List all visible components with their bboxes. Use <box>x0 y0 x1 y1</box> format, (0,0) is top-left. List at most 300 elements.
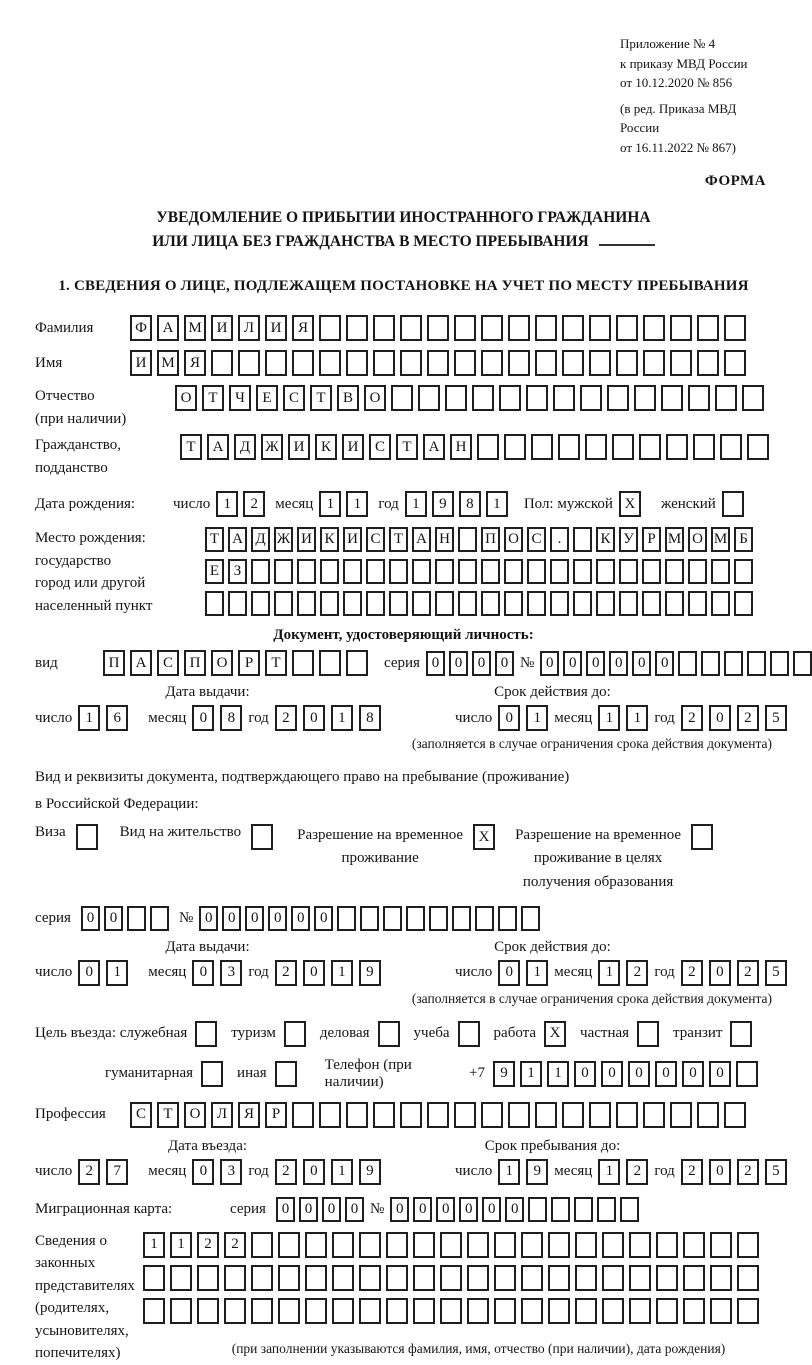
migration-number-cell[interactable]: 0 <box>436 1197 455 1222</box>
representatives-row1-cell[interactable] <box>413 1232 435 1258</box>
purpose-private-cell[interactable] <box>637 1021 659 1047</box>
temp-residence-edu-checkbox-cell[interactable] <box>691 824 713 850</box>
id-issue-day-cell[interactable]: 1 <box>78 705 100 731</box>
representatives-row2-cell[interactable] <box>386 1265 408 1291</box>
birth-month-cells[interactable] <box>319 491 368 517</box>
representatives-row2-cell[interactable] <box>170 1265 192 1291</box>
surname-cell[interactable] <box>427 315 449 341</box>
birthplace-row2-cell[interactable] <box>527 559 546 584</box>
representatives-row1-cell[interactable] <box>440 1232 462 1258</box>
birthplace-row3-cell[interactable] <box>389 591 408 616</box>
birthplace-row3-cell[interactable] <box>412 591 431 616</box>
visa-checkbox-cell[interactable] <box>76 824 98 850</box>
name-cell[interactable]: И <box>130 350 152 376</box>
birthplace-row2-cell[interactable] <box>320 559 339 584</box>
permit-number-cell[interactable] <box>521 906 540 931</box>
permit-valid-year-cells[interactable] <box>681 960 787 986</box>
patronymic-cell[interactable]: О <box>364 385 386 411</box>
id-doc-type-cell[interactable] <box>319 650 341 676</box>
birth-month-cell[interactable]: 1 <box>319 491 341 517</box>
representatives-row2-cell[interactable] <box>656 1265 678 1291</box>
id-valid-year-cell[interactable]: 2 <box>737 705 759 731</box>
id-issue-month-cell[interactable]: 8 <box>220 705 242 731</box>
birthplace-row2-cell[interactable] <box>274 559 293 584</box>
temp-residence-edu-checkbox[interactable] <box>691 824 713 850</box>
permit-number-cell[interactable]: 0 <box>199 906 218 931</box>
representatives-row1-cell[interactable]: 1 <box>143 1232 165 1258</box>
birth-month-cell[interactable]: 1 <box>346 491 368 517</box>
surname-cell[interactable] <box>616 315 638 341</box>
birthplace-row3-cell[interactable] <box>550 591 569 616</box>
migration-series-cell[interactable]: 0 <box>345 1197 364 1222</box>
citizenship-cell[interactable]: И <box>342 434 364 460</box>
patronymic-cell[interactable] <box>472 385 494 411</box>
profession-cell[interactable]: Р <box>265 1102 287 1128</box>
birthplace-row3-cell[interactable] <box>573 591 592 616</box>
representatives-row1-cell[interactable] <box>332 1232 354 1258</box>
name-cell[interactable] <box>292 350 314 376</box>
permit-issue-year-cell[interactable]: 2 <box>275 960 297 986</box>
birth-day-cell[interactable]: 2 <box>243 491 265 517</box>
phone-number-cell[interactable]: 0 <box>601 1061 623 1087</box>
birthplace-row1-cell[interactable]: Т <box>389 527 408 552</box>
profession-cell[interactable] <box>319 1102 341 1128</box>
citizenship-cell[interactable] <box>666 434 688 460</box>
representatives-row1-cell[interactable] <box>359 1232 381 1258</box>
purpose-study-cell[interactable] <box>458 1021 480 1047</box>
representatives-row2-cell[interactable] <box>683 1265 705 1291</box>
name-cell[interactable] <box>211 350 233 376</box>
birthplace-row2-cell[interactable] <box>343 559 362 584</box>
permit-issue-month-cells[interactable] <box>192 960 242 986</box>
permit-valid-month-cell[interactable]: 2 <box>626 960 648 986</box>
representatives-row3-cell[interactable] <box>467 1298 489 1324</box>
birthplace-row3-cell[interactable] <box>596 591 615 616</box>
entry-month-cell[interactable]: 0 <box>192 1159 214 1185</box>
birthplace-row1-cell[interactable]: О <box>688 527 707 552</box>
profession-cell[interactable]: Я <box>238 1102 260 1128</box>
representatives-row3-cell[interactable] <box>710 1298 732 1324</box>
patronymic-cell[interactable] <box>499 385 521 411</box>
permit-issue-month-cell[interactable]: 3 <box>220 960 242 986</box>
doc-valid-year-cells[interactable] <box>681 705 787 731</box>
birth-year-cell[interactable]: 8 <box>459 491 481 517</box>
id-valid-day-cell[interactable]: 1 <box>526 705 548 731</box>
migration-series-cell[interactable]: 0 <box>322 1197 341 1222</box>
phone-number-cell[interactable]: 0 <box>574 1061 596 1087</box>
patronymic-cell[interactable] <box>607 385 629 411</box>
birthplace-row3-cell[interactable] <box>297 591 316 616</box>
name-cells[interactable] <box>130 350 746 376</box>
citizenship-cell[interactable]: Н <box>450 434 472 460</box>
doc-valid-day-cells[interactable] <box>498 705 548 731</box>
birthplace-row2-cell[interactable] <box>734 559 753 584</box>
birthplace-row1-cell[interactable]: М <box>665 527 684 552</box>
id-doc-number-cell[interactable] <box>770 651 789 676</box>
permit-number-cell[interactable] <box>452 906 471 931</box>
migration-series-cell[interactable]: 0 <box>276 1197 295 1222</box>
surname-cell[interactable] <box>697 315 719 341</box>
purpose-private-checkbox[interactable] <box>637 1021 659 1047</box>
name-cell[interactable] <box>400 350 422 376</box>
representatives-row3-cell[interactable] <box>251 1298 273 1324</box>
surname-cell[interactable] <box>373 315 395 341</box>
permit-valid-month-cell[interactable]: 1 <box>598 960 620 986</box>
phone-number-cell[interactable]: 9 <box>493 1061 515 1087</box>
permit-valid-year-cell[interactable]: 0 <box>709 960 731 986</box>
representatives-row2-cells[interactable] <box>143 1265 759 1291</box>
representatives-row1-cell[interactable] <box>521 1232 543 1258</box>
sex-male-cell[interactable]: X <box>619 491 641 517</box>
purpose-other-cell[interactable] <box>275 1061 297 1087</box>
phone-number-cell[interactable]: 0 <box>655 1061 677 1087</box>
representatives-row3-cell[interactable] <box>494 1298 516 1324</box>
representatives-row2-cell[interactable] <box>359 1265 381 1291</box>
birthplace-row2-cell[interactable] <box>573 559 592 584</box>
surname-cell[interactable]: Л <box>238 315 260 341</box>
representatives-row3-cell[interactable] <box>737 1298 759 1324</box>
migration-number-cell[interactable]: 0 <box>482 1197 501 1222</box>
id-doc-type-cell[interactable]: Т <box>265 650 287 676</box>
id-doc-number-cell[interactable]: 0 <box>655 651 674 676</box>
permit-number-cell[interactable] <box>360 906 379 931</box>
representatives-row1-cell[interactable] <box>656 1232 678 1258</box>
birthplace-row1-cell[interactable]: К <box>320 527 339 552</box>
surname-cell[interactable] <box>454 315 476 341</box>
id-doc-series-cell[interactable]: 0 <box>495 651 514 676</box>
birthplace-row3-cell[interactable] <box>665 591 684 616</box>
representatives-row1-cell[interactable] <box>629 1232 651 1258</box>
stay-month-cells[interactable] <box>598 1159 648 1185</box>
representatives-row1-cell[interactable] <box>251 1232 273 1258</box>
migration-number-cell[interactable] <box>620 1197 639 1222</box>
birthplace-row1-cell[interactable]: К <box>596 527 615 552</box>
doc-number-cells[interactable] <box>540 651 812 676</box>
birthplace-row1-cell[interactable]: . <box>550 527 569 552</box>
phone-number-cell[interactable] <box>736 1061 758 1087</box>
birthplace-row1-cell[interactable]: О <box>504 527 523 552</box>
patronymic-cell[interactable] <box>391 385 413 411</box>
phone-number-cell[interactable]: 0 <box>628 1061 650 1087</box>
permit-number-cell[interactable] <box>406 906 425 931</box>
id-doc-number-cell[interactable] <box>747 651 766 676</box>
representatives-row3-cell[interactable] <box>413 1298 435 1324</box>
birthplace-row1-cell[interactable]: У <box>619 527 638 552</box>
birthplace-row2-cells[interactable] <box>205 559 753 584</box>
id-valid-year-cell[interactable]: 2 <box>681 705 703 731</box>
name-cell[interactable] <box>697 350 719 376</box>
representatives-row3-cell[interactable] <box>629 1298 651 1324</box>
patronymic-cell[interactable]: Т <box>202 385 224 411</box>
doc-issue-month-cells[interactable] <box>192 705 242 731</box>
migration-number-cell[interactable]: 0 <box>390 1197 409 1222</box>
birthplace-row2-cell[interactable] <box>642 559 661 584</box>
representatives-row2-cell[interactable] <box>575 1265 597 1291</box>
surname-cell[interactable]: И <box>265 315 287 341</box>
birthplace-row3-cell[interactable] <box>619 591 638 616</box>
id-issue-year-cell[interactable]: 8 <box>359 705 381 731</box>
citizenship-cell[interactable]: Ж <box>261 434 283 460</box>
representatives-row2-cell[interactable] <box>494 1265 516 1291</box>
birthplace-row3-cell[interactable] <box>481 591 500 616</box>
name-cell[interactable] <box>373 350 395 376</box>
profession-cell[interactable] <box>589 1102 611 1128</box>
representatives-row1-cell[interactable] <box>278 1232 300 1258</box>
patronymic-cell[interactable] <box>445 385 467 411</box>
representatives-row1-cell[interactable] <box>683 1232 705 1258</box>
representatives-row2-cell[interactable] <box>467 1265 489 1291</box>
permit-series-cell[interactable]: 0 <box>81 906 100 931</box>
birthplace-row3-cell[interactable] <box>343 591 362 616</box>
patronymic-cell[interactable] <box>661 385 683 411</box>
citizenship-cell[interactable] <box>720 434 742 460</box>
birthplace-row1-cell[interactable]: П <box>481 527 500 552</box>
purpose-work-cell[interactable]: X <box>544 1021 566 1047</box>
representatives-row1-cell[interactable]: 2 <box>197 1232 219 1258</box>
surname-cell[interactable] <box>481 315 503 341</box>
entry-year-cells[interactable] <box>275 1159 381 1185</box>
citizenship-cell[interactable]: Т <box>396 434 418 460</box>
name-cell[interactable] <box>319 350 341 376</box>
name-cell[interactable] <box>535 350 557 376</box>
name-cell[interactable] <box>427 350 449 376</box>
representatives-row1-cell[interactable] <box>494 1232 516 1258</box>
residence-permit-checkbox-cell[interactable] <box>251 824 273 850</box>
permit-valid-day-cells[interactable] <box>498 960 548 986</box>
birthplace-row2-cell[interactable] <box>665 559 684 584</box>
id-doc-number-cell[interactable]: 0 <box>632 651 651 676</box>
permit-series-cell[interactable]: 0 <box>104 906 123 931</box>
id-valid-month-cell[interactable]: 1 <box>626 705 648 731</box>
birthplace-row2-cell[interactable]: Е <box>205 559 224 584</box>
stay-year-cell[interactable]: 2 <box>737 1159 759 1185</box>
purpose-official-checkbox[interactable] <box>195 1021 217 1047</box>
profession-cell[interactable] <box>643 1102 665 1128</box>
birth-year-cell[interactable]: 1 <box>486 491 508 517</box>
id-doc-number-cell[interactable] <box>678 651 697 676</box>
permit-issue-year-cell[interactable]: 0 <box>303 960 325 986</box>
id-valid-year-cell[interactable]: 0 <box>709 705 731 731</box>
birthplace-row3-cell[interactable] <box>205 591 224 616</box>
birth-day-cells[interactable] <box>216 491 265 517</box>
citizenship-cell[interactable]: Т <box>180 434 202 460</box>
permit-valid-year-cell[interactable]: 5 <box>765 960 787 986</box>
name-cell[interactable] <box>616 350 638 376</box>
representatives-row1-cell[interactable] <box>737 1232 759 1258</box>
representatives-row3-cell[interactable] <box>521 1298 543 1324</box>
stay-year-cells[interactable] <box>681 1159 787 1185</box>
id-doc-number-cell[interactable] <box>724 651 743 676</box>
stay-day-cells[interactable] <box>498 1159 548 1185</box>
patronymic-cell[interactable] <box>553 385 575 411</box>
purpose-transit-cell[interactable] <box>730 1021 752 1047</box>
name-cell[interactable]: М <box>157 350 179 376</box>
permit-valid-year-cell[interactable]: 2 <box>737 960 759 986</box>
migration-series-cells[interactable] <box>276 1197 364 1222</box>
entry-day-cell[interactable]: 2 <box>78 1159 100 1185</box>
migration-series-cell[interactable]: 0 <box>299 1197 318 1222</box>
permit-number-cell[interactable] <box>498 906 517 931</box>
permit-number-cell[interactable] <box>475 906 494 931</box>
name-cell[interactable] <box>589 350 611 376</box>
id-doc-type-cell[interactable] <box>292 650 314 676</box>
birthplace-row1-cells[interactable] <box>205 527 753 552</box>
citizenship-cell[interactable] <box>585 434 607 460</box>
name-cell[interactable] <box>454 350 476 376</box>
name-cell[interactable] <box>562 350 584 376</box>
profession-cell[interactable] <box>670 1102 692 1128</box>
birthplace-row1-cell[interactable]: И <box>343 527 362 552</box>
birthplace-row2-cell[interactable] <box>688 559 707 584</box>
citizenship-cell[interactable]: И <box>288 434 310 460</box>
sex-female-cell[interactable] <box>722 491 744 517</box>
purpose-humanitarian-cell[interactable] <box>201 1061 223 1087</box>
patronymic-cell[interactable] <box>634 385 656 411</box>
name-cell[interactable] <box>346 350 368 376</box>
birthplace-row1-cell[interactable] <box>458 527 477 552</box>
permit-number-cell[interactable]: 0 <box>268 906 287 931</box>
citizenship-cell[interactable]: С <box>369 434 391 460</box>
representatives-row2-cell[interactable] <box>224 1265 246 1291</box>
entry-day-cell[interactable]: 7 <box>106 1159 128 1185</box>
representatives-row1-cell[interactable] <box>548 1232 570 1258</box>
name-cell[interactable] <box>238 350 260 376</box>
birthplace-row1-cell[interactable]: А <box>228 527 247 552</box>
entry-month-cell[interactable]: 3 <box>220 1159 242 1185</box>
phone-number-cells[interactable] <box>493 1061 758 1087</box>
patronymic-cell[interactable]: О <box>175 385 197 411</box>
representatives-row3-cell[interactable] <box>197 1298 219 1324</box>
representatives-row3-cell[interactable] <box>224 1298 246 1324</box>
birthplace-row1-cell[interactable]: С <box>527 527 546 552</box>
permit-number-cell[interactable] <box>429 906 448 931</box>
citizenship-cell[interactable] <box>477 434 499 460</box>
patronymic-cell[interactable]: Т <box>310 385 332 411</box>
name-cell[interactable]: Я <box>184 350 206 376</box>
birthplace-row3-cell[interactable] <box>251 591 270 616</box>
id-issue-year-cell[interactable]: 0 <box>303 705 325 731</box>
profession-cell[interactable] <box>535 1102 557 1128</box>
surname-cell[interactable] <box>319 315 341 341</box>
citizenship-cell[interactable]: К <box>315 434 337 460</box>
surname-cell[interactable] <box>346 315 368 341</box>
citizenship-cell[interactable] <box>639 434 661 460</box>
permit-valid-month-cells[interactable] <box>598 960 648 986</box>
surname-cell[interactable] <box>562 315 584 341</box>
birth-year-cell[interactable]: 1 <box>405 491 427 517</box>
entry-day-cells[interactable] <box>78 1159 128 1185</box>
purpose-transit-checkbox[interactable] <box>730 1021 752 1047</box>
visa-checkbox[interactable] <box>76 824 98 850</box>
birthplace-row2-cell[interactable] <box>297 559 316 584</box>
profession-cell[interactable] <box>616 1102 638 1128</box>
stay-year-cell[interactable]: 2 <box>681 1159 703 1185</box>
representatives-row3-cell[interactable] <box>602 1298 624 1324</box>
sex-male-checkbox[interactable] <box>619 491 641 517</box>
representatives-row2-cell[interactable] <box>305 1265 327 1291</box>
permit-issue-year-cells[interactable] <box>275 960 381 986</box>
id-doc-series-cell[interactable]: 0 <box>472 651 491 676</box>
entry-year-cell[interactable]: 9 <box>359 1159 381 1185</box>
surname-cell[interactable] <box>400 315 422 341</box>
representatives-row3-cell[interactable] <box>143 1298 165 1324</box>
patronymic-cell[interactable] <box>742 385 764 411</box>
citizenship-cell[interactable]: Д <box>234 434 256 460</box>
profession-cell[interactable] <box>373 1102 395 1128</box>
birthplace-row1-cell[interactable]: А <box>412 527 431 552</box>
entry-month-cells[interactable] <box>192 1159 242 1185</box>
representatives-row2-cell[interactable] <box>737 1265 759 1291</box>
representatives-row2-cell[interactable] <box>521 1265 543 1291</box>
migration-number-cell[interactable] <box>574 1197 593 1222</box>
profession-cell[interactable] <box>724 1102 746 1128</box>
permit-number-cells[interactable] <box>199 906 540 931</box>
patronymic-cells[interactable] <box>175 385 764 411</box>
birthplace-row1-cell[interactable]: Т <box>205 527 224 552</box>
representatives-row2-cell[interactable] <box>602 1265 624 1291</box>
doc-type-cells[interactable] <box>103 650 368 676</box>
purpose-business-checkbox[interactable] <box>378 1021 400 1047</box>
id-doc-number-cell[interactable]: 0 <box>609 651 628 676</box>
birthplace-row1-cell[interactable]: Н <box>435 527 454 552</box>
migration-number-cell[interactable] <box>528 1197 547 1222</box>
id-doc-number-cell[interactable] <box>793 651 812 676</box>
patronymic-cell[interactable] <box>418 385 440 411</box>
representatives-row3-cells[interactable] <box>143 1298 759 1324</box>
citizenship-cell[interactable] <box>747 434 769 460</box>
representatives-row2-cell[interactable] <box>251 1265 273 1291</box>
id-issue-month-cell[interactable]: 0 <box>192 705 214 731</box>
surname-cell[interactable]: А <box>157 315 179 341</box>
phone-number-cell[interactable]: 0 <box>682 1061 704 1087</box>
stay-year-cell[interactable]: 5 <box>765 1159 787 1185</box>
profession-cell[interactable] <box>481 1102 503 1128</box>
representatives-row3-cell[interactable] <box>440 1298 462 1324</box>
birthplace-row2-cell[interactable] <box>366 559 385 584</box>
birthplace-row1-cell[interactable]: С <box>366 527 385 552</box>
name-cell[interactable] <box>508 350 530 376</box>
citizenship-cell[interactable]: А <box>423 434 445 460</box>
birthplace-row3-cell[interactable] <box>320 591 339 616</box>
migration-number-cell[interactable] <box>597 1197 616 1222</box>
permit-issue-year-cell[interactable]: 1 <box>331 960 353 986</box>
doc-valid-month-cells[interactable] <box>598 705 648 731</box>
birthplace-row3-cell[interactable] <box>642 591 661 616</box>
purpose-study-checkbox[interactable] <box>458 1021 480 1047</box>
birthplace-row2-cell[interactable] <box>412 559 431 584</box>
surname-cell[interactable] <box>670 315 692 341</box>
birthplace-row3-cell[interactable] <box>504 591 523 616</box>
permit-series-cell[interactable] <box>150 906 169 931</box>
patronymic-cell[interactable]: С <box>283 385 305 411</box>
stay-day-cell[interactable]: 9 <box>526 1159 548 1185</box>
representatives-row3-cell[interactable] <box>656 1298 678 1324</box>
birth-day-cell[interactable]: 1 <box>216 491 238 517</box>
id-doc-series-cell[interactable]: 0 <box>426 651 445 676</box>
birthplace-row2-cell[interactable] <box>251 559 270 584</box>
purpose-tourism-checkbox[interactable] <box>284 1021 306 1047</box>
representatives-row2-cell[interactable] <box>278 1265 300 1291</box>
permit-issue-day-cell[interactable]: 0 <box>78 960 100 986</box>
permit-valid-day-cell[interactable]: 1 <box>526 960 548 986</box>
birthplace-row2-cell[interactable] <box>711 559 730 584</box>
stay-month-cell[interactable]: 1 <box>598 1159 620 1185</box>
birthplace-row2-cell[interactable] <box>389 559 408 584</box>
permit-series-cells[interactable] <box>81 906 169 931</box>
representatives-row3-cell[interactable] <box>332 1298 354 1324</box>
purpose-business-cell[interactable] <box>378 1021 400 1047</box>
birthplace-row1-cell[interactable]: Ж <box>274 527 293 552</box>
